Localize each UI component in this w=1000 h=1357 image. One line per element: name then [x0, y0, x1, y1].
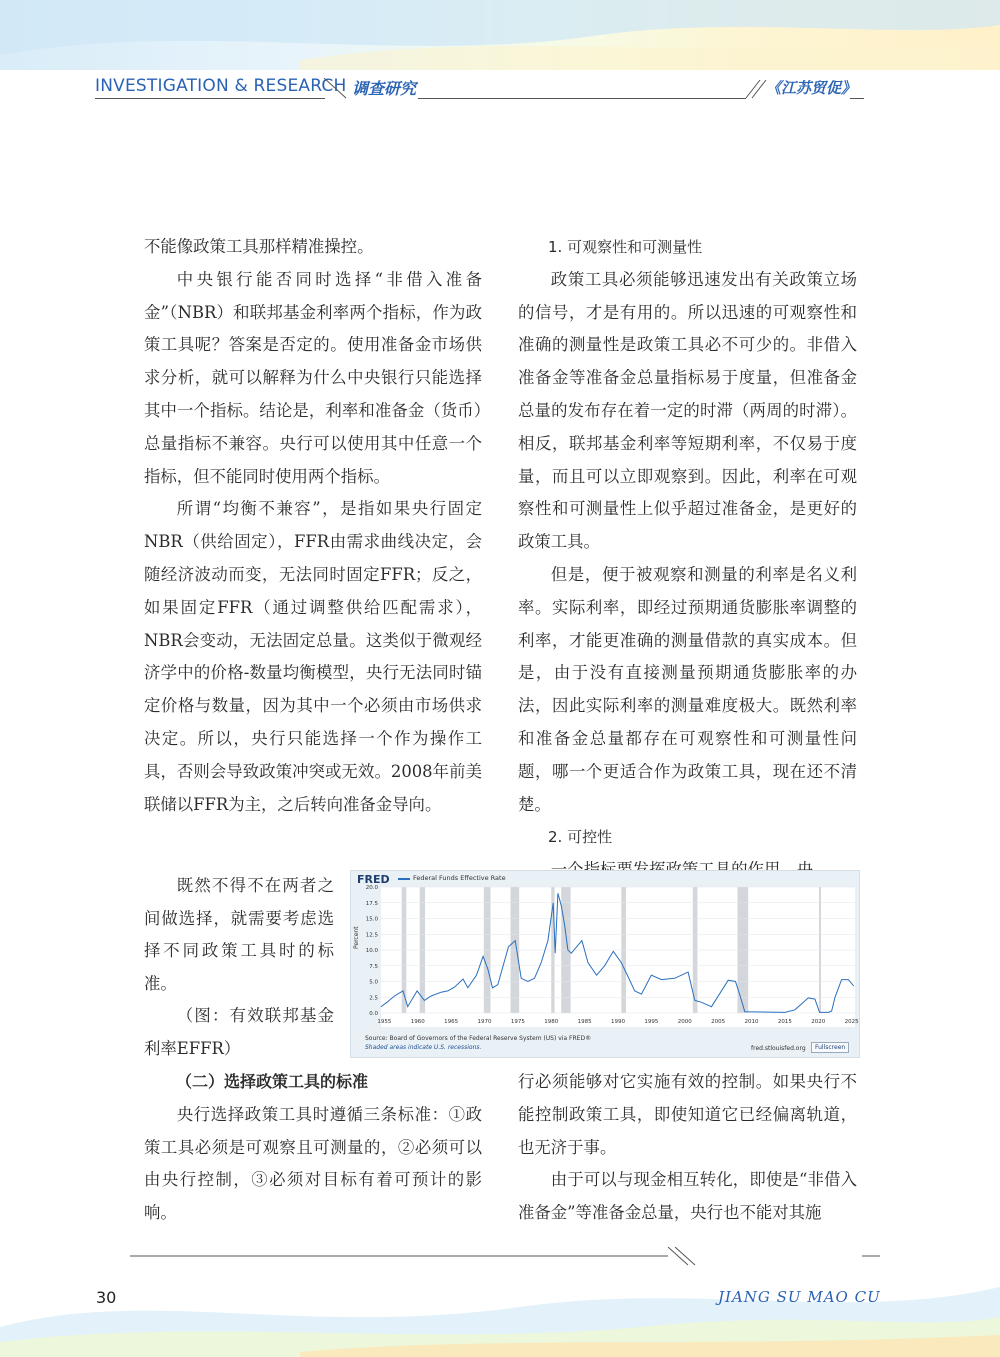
left-column: [144, 231, 482, 821]
x-tick-label: 1960: [410, 1019, 425, 1025]
header-rule-left: [95, 98, 325, 99]
y-tick-label: 17.5: [365, 900, 378, 907]
chart-y-axis-label: Percent: [353, 926, 360, 949]
y-tick-label: 5.0: [369, 979, 378, 986]
legend-line-swatch: [398, 878, 410, 880]
footer-brand: JIANG SU MAO CU: [718, 1288, 881, 1306]
legend-series-name: Federal Funds Effective Rate: [413, 874, 506, 882]
header-slash-divider: [322, 78, 352, 100]
x-tick-label: 1955: [377, 1019, 392, 1025]
right-heading-1: 1. 可观察性和可测量性: [548, 238, 703, 256]
figure-caption: （图：有效联邦基金利率EFFR）: [144, 1006, 334, 1058]
left-column-lower: [144, 1066, 482, 1230]
x-tick-label: 1965: [444, 1019, 459, 1025]
chart-site: fred.stlouisfed.org: [751, 1045, 806, 1052]
fred-chart: [350, 870, 860, 1058]
x-tick-label: 2005: [711, 1019, 726, 1025]
header-brand: 《江苏贸促》: [766, 79, 857, 97]
x-tick-label: 1980: [544, 1019, 559, 1025]
y-tick-label: 12.5: [365, 932, 378, 939]
x-tick-label: 2010: [744, 1019, 759, 1025]
x-tick-label: 2000: [677, 1019, 692, 1025]
right-paragraph-2: 但是，便于被观察和测量的利率是名义利率。实际利率，即经过预期通货膨胀率调整的利率，才能更准确的测量借款的真实成本。但是，由于没有直接测量预期通货膨胀率的办法，因此实际利率的测量难度极大。既然利率和准备金总量都存在可观察性和可测量性问题，哪一个更适合作为政策工具，现在还不清楚。: [518, 564, 857, 814]
header-rule-right: [850, 98, 864, 99]
y-tick-label: 2.5: [369, 995, 378, 1002]
fred-logo: FRED: [357, 873, 390, 886]
page-number: 30: [96, 1288, 117, 1307]
left-paragraph-0: 不能像政策工具那样精准操控。: [144, 237, 374, 256]
chart-plot-area: [365, 885, 859, 1027]
section-heading: （二）选择政策工具的标准: [176, 1072, 369, 1091]
x-tick-label: 1970: [477, 1019, 492, 1025]
left-paragraph-2: 所谓“均衡不兼容”，是指如果央行固定NBR（供给固定），FFR由需求曲线决定，会随经济波动而变，无法同时固定FFR；反之，如果固定FFR（通过调整供给匹配需求），NBR会变动，无法固定总量。这类似于微观经济学中的价格-数量均衡模型，央行无法同时锚定价格与数量，因为其中一个必须由市场供求决定。所以，央行只能选择一个作为操作工具，否则会导致政策冲突或无效。2008年前美联储以FFR为主，之后转向准备金导向。: [144, 499, 482, 814]
right-heading-2: 2. 可控性: [548, 828, 613, 847]
y-tick-label: 7.5: [369, 963, 378, 970]
right-column-lower: [518, 1066, 857, 1230]
chart-svg: [365, 885, 859, 1027]
x-tick-label: 1975: [510, 1019, 525, 1025]
header-double-slash: [738, 78, 768, 100]
header-wave-graphic: [0, 0, 1000, 70]
left-paragraph-4: 央行选择政策工具时遵循三条标准：①政策工具必须是可观察且可测量的，②必须可以由央行控制，③必须对目标有着可预计的影响。: [144, 1104, 482, 1223]
left-column-beside-chart: [144, 870, 334, 1065]
header-background: [0, 0, 1000, 70]
header-section-cn: 调查研究: [352, 79, 417, 98]
x-tick-label: 1985: [577, 1019, 592, 1025]
x-tick-label: 1990: [611, 1019, 625, 1025]
header-rule-middle: [418, 98, 746, 99]
y-tick-label: 10.0: [365, 948, 378, 954]
y-tick-label: 20.0: [365, 885, 378, 891]
series-line: [381, 893, 854, 1012]
right-paragraph-4: 由于可以与现金相互转化，即使是“非借入准备金”等准备金总量，央行也不能对其施: [518, 1170, 857, 1223]
x-tick-label: 2020: [811, 1019, 826, 1025]
x-tick-label: 2025: [844, 1019, 859, 1025]
chart-recession-note: Shaded areas indicate U.S. recessions.: [365, 1044, 482, 1051]
right-column: [518, 231, 857, 887]
right-paragraph-1: 政策工具必须能够迅速发出有关政策立场的信号，才是有用的。所以迅速的可观察性和准确的测量性是政策工具必不可少的。非借入准备金等准备金总量指标易于度量，但准备金总量的发布存在着一定的时滞（两周的时滞）。相反，联邦基金利率等短期利率，不仅易于度量，而且可以立即观察到。因此，利率在可观察性和可测量性上似乎超过准备金，是更好的政策工具。: [518, 269, 857, 552]
left-paragraph-3: 既然不得不在两者之间做选择，就需要考虑选择不同政策工具时的标准。: [144, 876, 334, 993]
right-paragraph-3b: 行必须能够对它实施有效的控制。如果央行不能控制政策工具，即使知道它已经偏离轨道，也无济于事。: [518, 1072, 857, 1157]
y-tick-label: 15.0: [365, 916, 378, 923]
header-section-en: INVESTIGATION & RESEARCH: [95, 76, 347, 96]
fullscreen-button[interactable]: Fullscreen: [811, 1042, 849, 1053]
y-tick-label: 0.0: [369, 1011, 378, 1017]
chart-source: Source: Board of Governors of the Federal Reserve System (US) via FRED®: [365, 1035, 592, 1042]
left-paragraph-1: 中央银行能否同时选择“非借入准备金”（NBR）和联邦基金利率两个指标，作为政策工具呢？答案是否定的。使用准备金市场供求分析，就可以解释为什么中央银行只能选择其中一个指标。结论是，利率和准备金（货币）总量指标不兼容。央行可以使用其中任意一个指标，但不能同时使用两个指标。: [144, 269, 482, 486]
x-tick-label: 1995: [644, 1019, 659, 1025]
x-tick-label: 2015: [777, 1019, 792, 1025]
